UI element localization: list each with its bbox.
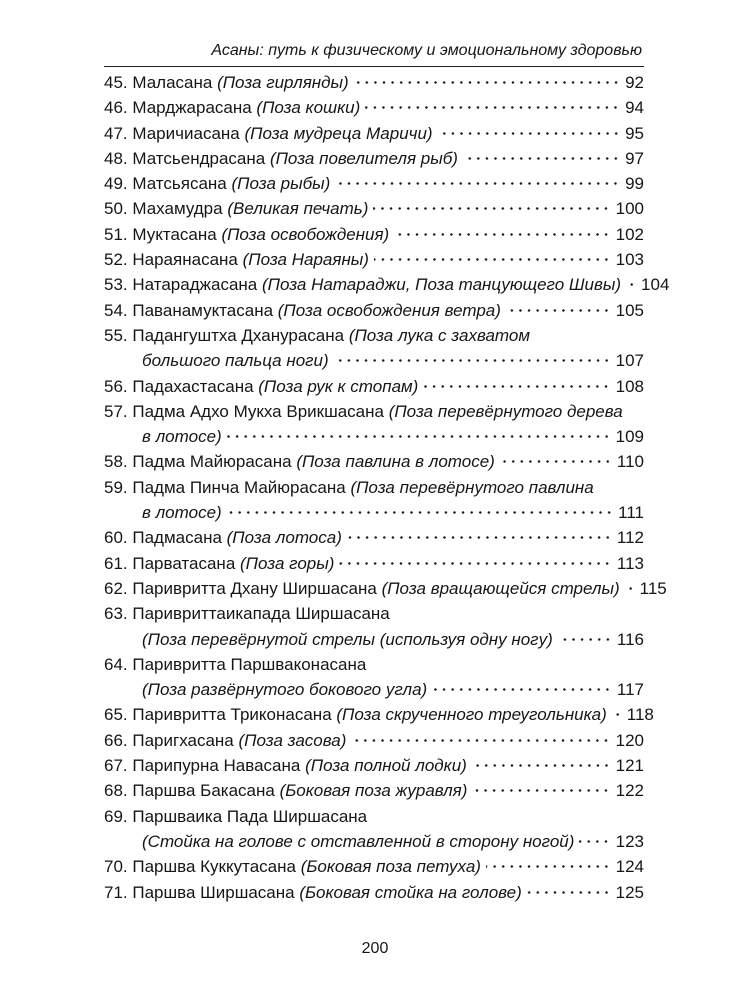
dot-leader [334,359,611,362]
dot-leader [335,182,620,185]
asana-name: Паригхасана [132,730,239,750]
entry-title [132,525,341,550]
toc-line [104,525,644,550]
entry-title [132,778,467,803]
asana-name: Падма Адхо Мукха Врикшасана [132,401,389,421]
entry-page-number: 94 [625,98,644,118]
entry-page-number: 125 [615,882,644,902]
toc-line [104,323,644,348]
toc-line [104,121,644,146]
entry-page-number: 103 [615,250,644,270]
entry-title [132,449,494,474]
entry-number: 69. [104,806,128,826]
entry-page-number: 120 [615,730,644,750]
toc-continuation-line [104,829,644,854]
entry-page-number: 107 [615,351,644,371]
entry-title [132,95,360,120]
entry-page-number: 124 [615,857,644,877]
entry-title [132,804,367,829]
toc-entry [104,576,667,601]
toc-line [104,728,644,753]
toc-line [104,272,670,297]
entry-title [132,880,521,905]
pose-translation: в лотосе) [142,503,222,523]
toc-entry [104,449,644,474]
entry-title [132,753,466,778]
entry-number: 65. [104,705,128,725]
entry-number: 46. [104,98,128,118]
toc-line [104,95,644,120]
asana-name: Паривриттаикапада Ширшасана [132,604,390,624]
entry-page-number: 112 [616,528,644,548]
pose-translation: (Поза лотоса) [226,528,342,548]
toc-entry [104,95,644,120]
toc-line [104,70,644,95]
entry-number: 55. [104,325,128,345]
dot-leader [227,435,611,438]
asana-name: Падахастасана [132,376,259,396]
toc-entry [104,121,644,146]
entry-title [142,348,329,373]
entry-number: 63. [104,604,128,624]
entry-number: 51. [104,224,128,244]
entry-title [132,374,418,399]
asana-name: Падма Пинча Майюрасана [132,477,351,497]
dot-leader [354,81,620,84]
dot-leader [506,309,611,312]
entry-page-number: 97 [625,148,644,168]
toc-entry [104,702,654,727]
toc-line [104,804,644,829]
toc-line [104,601,644,626]
entry-page-number: 110 [616,452,644,472]
asana-name: Паривритта Дхану Ширшасана [132,578,382,598]
entry-number: 54. [104,300,128,320]
toc-line [104,778,644,803]
toc-line [104,247,644,272]
entry-number: 47. [104,123,128,143]
dot-leader [463,157,620,160]
pose-translation: (Поза перевёрнутой стрелы (используя одну ногу) [142,629,553,649]
entry-number: 67. [104,756,128,776]
dot-leader [626,283,636,286]
asana-name: Падмасана [132,528,227,548]
asana-name: Парипурна Навасана [132,756,306,776]
asana-name: Парватасана [132,553,240,573]
entry-number: 71. [104,882,128,902]
dot-leader [339,562,611,565]
pose-translation: (Поза развёрнутого бокового угла) [142,680,428,700]
toc-entry [104,399,644,450]
entry-title [132,146,458,171]
toc-entry [104,854,644,879]
entry-title [132,702,606,727]
dot-leader [351,739,610,742]
toc-line [104,399,644,424]
asana-name: Паршва Ширшасана [132,882,300,902]
dot-leader [227,511,613,514]
pose-translation: (Поза Нараяны) [242,250,369,270]
entry-title [132,70,348,95]
entry-page-number: 122 [615,781,644,801]
asana-name: Нараянасана [132,250,243,270]
entry-title [142,677,427,702]
pose-translation: в лотосе) [142,427,222,447]
entry-page-number: 109 [615,427,644,447]
entry-number: 60. [104,528,128,548]
pose-translation: (Поза скрученного треугольника) [336,705,607,725]
pose-translation: (Поза рыбы) [231,174,331,194]
entry-page-number: 123 [615,831,644,851]
entry-title [132,121,432,146]
entry-number: 59. [104,477,128,497]
entry-title [132,222,389,247]
pose-translation: (Поза засова) [238,730,347,750]
entry-number: 66. [104,730,128,750]
asana-name: Муктасана [132,224,222,244]
asana-name: Паршва Бакасана [132,781,280,801]
toc-entry [104,196,644,221]
entry-page-number: 121 [615,756,644,776]
pose-translation: большого пальца ноги) [142,351,329,371]
toc-continuation-line [104,500,644,525]
entry-title [142,500,222,525]
asana-name: Марджарасана [132,98,257,118]
toc-entry [104,753,644,778]
entry-title [132,728,346,753]
pose-translation: (Поза кошки) [256,98,361,118]
toc-line [104,222,644,247]
entry-page-number: 116 [616,629,644,649]
asana-name: Падангуштха Дханурасана [132,325,349,345]
pose-translation: (Боковая поза петуха) [300,857,481,877]
entry-page-number: 102 [615,224,644,244]
dot-leader [365,106,620,109]
entry-page-number: 117 [616,680,644,700]
entry-page-number: 92 [625,73,644,92]
asana-name: Падма Майюрасана [132,452,297,472]
dot-leader [486,865,611,868]
entry-page-number: 115 [639,578,667,598]
toc-line [104,753,644,778]
table-of-contents [104,70,670,905]
dot-leader [438,132,620,135]
toc-line [104,449,644,474]
dot-leader [432,688,612,691]
entry-number: 57. [104,401,128,421]
toc-line [104,702,654,727]
pose-translation: (Поза рук к стопам) [258,376,419,396]
entry-title [132,247,369,272]
toc-line [104,196,644,221]
toc-entry [104,146,644,171]
page-number: 200 [361,940,389,957]
entry-page-number: 105 [615,300,644,320]
dot-leader [527,891,611,894]
entry-title [132,601,389,626]
pose-translation: (Поза лука с захватом [348,325,530,345]
toc-entry [104,222,644,247]
dot-leader [347,536,612,539]
entry-title [132,272,621,297]
dot-leader [472,764,611,767]
entry-title [142,627,553,652]
toc-continuation-line [104,348,644,373]
toc-continuation-line [104,627,644,652]
dot-leader [423,385,610,388]
asana-name: Паривритта Паршваконасана [132,654,367,674]
entry-page-number: 113 [616,553,644,573]
toc-entry [104,778,644,803]
toc-entry [104,728,644,753]
dot-leader [612,713,622,716]
toc-entry [104,525,644,550]
entry-title [132,171,330,196]
toc-continuation-line [104,677,644,702]
toc-entry [104,171,644,196]
entry-number: 49. [104,174,128,194]
pose-translation: (Поза освобождения ветра) [277,300,501,320]
toc-entry [104,247,644,272]
toc-line [104,171,644,196]
toc-line [104,652,644,677]
toc-entry [104,652,644,703]
entry-title [132,652,366,677]
entry-title [132,196,368,221]
toc-line [104,576,667,601]
entry-number: 53. [104,275,128,295]
entry-number: 52. [104,250,128,270]
asana-name: Паршваика Пада Ширшасана [132,806,368,826]
toc-entry [104,298,644,323]
pose-translation: (Поза перевёрнутого павлина [350,477,594,497]
toc-line [104,374,644,399]
entry-title [132,298,501,323]
toc-continuation-line [104,424,644,449]
entry-title [132,551,334,576]
asana-name: Матсьясана [132,174,232,194]
pose-translation: (Поза мудреца Маричи) [244,123,433,143]
asana-name: Махамудра [132,199,228,219]
dot-leader [500,460,612,463]
entry-title [142,424,222,449]
toc-line [104,475,644,500]
asana-name: Маласана [132,73,218,92]
entry-page-number: 95 [625,123,644,143]
asana-name: Матсьендрасана [132,148,270,168]
toc-entry [104,272,670,297]
entry-page-number: 111 [618,503,644,523]
entry-number: 68. [104,781,128,801]
entry-page-number: 118 [626,705,654,725]
toc-entry [104,601,644,652]
pose-translation: (Великая печать) [227,199,369,219]
pose-translation: (Поза освобождения) [221,224,390,244]
entry-page-number: 108 [615,376,644,396]
toc-entry [104,804,644,855]
toc-entry [104,70,644,95]
dot-leader [558,638,612,641]
entry-number: 50. [104,199,128,219]
dot-leader [472,789,610,792]
toc-line [104,551,644,576]
pose-translation: (Поза перевёрнутого дерева [388,401,623,421]
asana-name: Маричиасана [132,123,245,143]
dot-leader [625,587,635,590]
entry-page-number: 100 [615,199,644,219]
toc-entry [104,551,644,576]
toc-entry [104,374,644,399]
entry-number: 64. [104,654,128,674]
asana-name: Натараджасана [132,275,262,295]
entry-title [132,576,619,601]
toc-line [104,146,644,171]
toc-line [104,298,644,323]
dot-leader [579,840,610,843]
pose-translation: (Поза павлина в лотосе) [296,452,495,472]
pose-translation: (Поза полной лодки) [305,756,467,776]
entry-title [132,399,622,424]
pose-translation: (Боковая поза журавля) [279,781,468,801]
toc-line [104,854,644,879]
pose-translation: (Поза вращающейся стрелы) [381,578,620,598]
entry-title [132,475,593,500]
pose-translation: (Поза повелителя рыб) [269,148,458,168]
toc-line [104,880,644,905]
toc-entry [104,475,644,526]
asana-name: Паванамуктасана [132,300,278,320]
entry-number: 45. [104,73,128,92]
entry-title [132,323,530,348]
dot-leader [373,207,610,210]
entry-title [132,854,481,879]
entry-title [142,829,574,854]
asana-name: Паривритта Триконасана [132,705,337,725]
header-rule [104,66,644,67]
asana-name: Паршва Куккутасана [132,857,301,877]
entry-number: 70. [104,857,128,877]
entry-number: 61. [104,553,128,573]
pose-translation: (Поза гирлянды) [217,73,349,92]
entry-page-number: 99 [625,174,644,194]
entry-number: 58. [104,452,128,472]
entry-number: 48. [104,148,128,168]
pose-translation: (Боковая стойка на голове) [299,882,522,902]
running-header: Асаны: путь к физическому и эмоциональному здоровью [211,42,642,59]
dot-leader [394,233,610,236]
pose-translation: (Стойка на голове с отставленной в сторону ногой) [142,831,575,851]
dot-leader [374,258,611,261]
pose-translation: (Поза Натараджи, Поза танцующего Шивы) [261,275,622,295]
entry-number: 62. [104,578,128,598]
entry-page-number: 104 [641,275,670,295]
entry-number: 56. [104,376,128,396]
pose-translation: (Поза горы) [240,553,335,573]
toc-entry [104,880,644,905]
toc-entry [104,323,644,374]
